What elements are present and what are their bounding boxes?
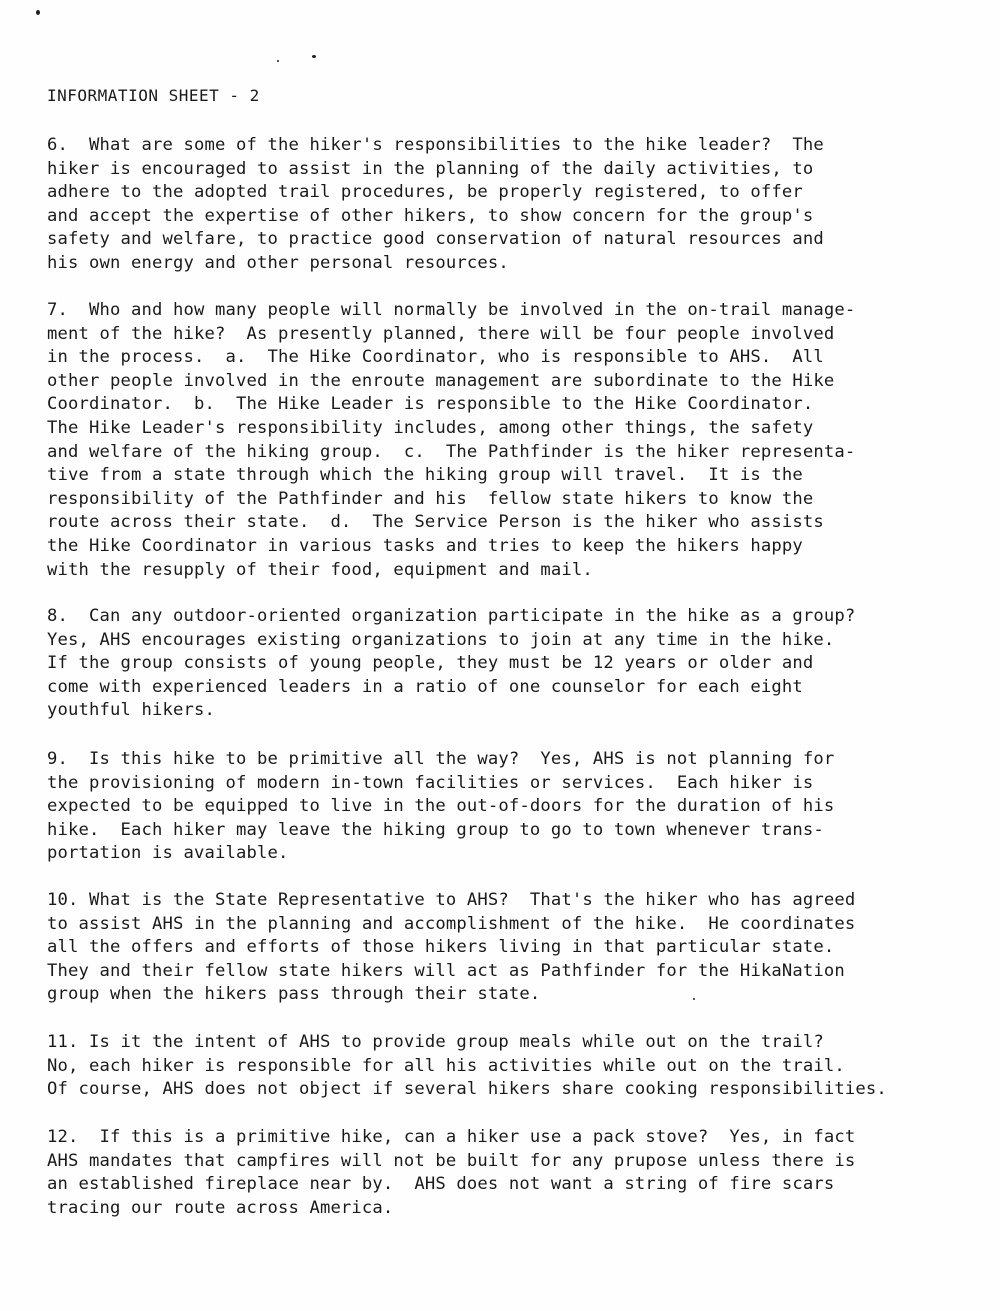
text-line: If the group consists of young people, they must be 12 years or older and [47, 653, 814, 674]
text-line: hike. Each hiker may leave the hiking group to go to town whenever trans- [47, 819, 824, 840]
paragraph-q7 [47, 299, 977, 582]
text-line: come with experienced leaders in a ratio of one counselor for each eight [47, 676, 803, 697]
text-line: in the process. a. The Hike Coordinator, who is responsible to AHS. All [47, 347, 824, 368]
text-line: route across their state. d. The Service Person is the hiker who assists [47, 512, 824, 533]
text-line: adhere to the adopted trail procedures, be properly registered, to offer [47, 182, 803, 203]
text-line: group when the hikers pass through their state. [47, 984, 541, 1005]
text-line: They and their fellow state hikers will act as Pathfinder for the HikaNation [47, 960, 845, 981]
text-line: portation is available. [47, 843, 289, 864]
paragraph-q10 [47, 889, 977, 1007]
sheet-header: INFORMATION SHEET - 2 [47, 86, 260, 105]
text-line: his own energy and other personal resources. [47, 252, 509, 273]
scan-speck [312, 55, 316, 58]
text-line: tive from a state through which the hiking group will travel. It is the [47, 465, 803, 486]
text-line: hiker is encouraged to assist in the planning of the daily activities, to [47, 158, 814, 179]
text-line: 12. If this is a primitive hike, can a hiker use a pack stove? Yes, in fact [47, 1127, 856, 1147]
text-line: ment of the hike? As presently planned, there will be four people involved [47, 323, 835, 344]
text-line: youthful hikers. [47, 700, 215, 721]
paragraph-q9 [47, 748, 977, 866]
text-line: The Hike Leader's responsibility includes, among other things, the safety [47, 417, 814, 438]
text-line: Coordinator. b. The Hike Leader is responsible to the Hike Coordinator. [47, 394, 814, 415]
text-line: Yes, AHS encourages existing organizations to join at any time in the hike. [47, 629, 835, 650]
text-line: tracing our route across America. [47, 1197, 394, 1218]
text-line: responsibility of the Pathfinder and his fellow state hikers to know the [47, 488, 814, 509]
text-line: 7. Who and how many people will normally be involved in the on-trail manage- [47, 300, 856, 320]
text-line: safety and welfare, to practice good conservation of natural resources and [47, 229, 824, 250]
text-line: No, each hiker is responsible for all his activities while out on the trail. [47, 1055, 845, 1076]
text-line: all the offers and efforts of those hikers living in that particular state. [47, 937, 835, 958]
text-line: 10. What is the State Representative to AHS? That's the hiker who has agreed [47, 890, 856, 910]
text-line: 11. Is it the intent of AHS to provide group meals while out on the trail? [47, 1032, 824, 1052]
paragraph-q8 [47, 605, 977, 723]
text-line: 6. What are some of the hiker's responsibilities to the hike leader? The [47, 135, 824, 155]
text-line: Of course, AHS does not object if several hikers share cooking responsibilities. [47, 1079, 887, 1100]
text-line: to assist AHS in the planning and accomplishment of the hike. He coordinates [47, 913, 856, 934]
text-line: 8. Can any outdoor-oriented organization participate in the hike as a group? [47, 606, 856, 626]
text-line: other people involved in the enroute management are subordinate to the Hike [47, 370, 835, 391]
text-line: and welfare of the hiking group. c. The Pathfinder is the hiker representa- [47, 441, 856, 462]
text-line: 9. Is this hike to be primitive all the way? Yes, AHS is not planning for [47, 749, 835, 769]
text-line: the Hike Coordinator in various tasks and tries to keep the hikers happy [47, 535, 803, 556]
text-line: AHS mandates that campfires will not be built for any prupose unless there is [47, 1150, 856, 1171]
text-line: an established fireplace near by. AHS does not want a string of fire scars [47, 1174, 835, 1195]
text-line: and accept the expertise of other hikers, to show concern for the group's [47, 205, 814, 226]
paragraph-q6 [47, 134, 977, 276]
scan-speck [36, 10, 40, 15]
paragraph-q11 [47, 1031, 977, 1102]
text-line: expected to be equipped to live in the out-of-doors for the duration of his [47, 796, 835, 817]
text-line: the provisioning of modern in-town facilities or services. Each hiker is [47, 772, 814, 793]
text-line: with the resupply of their food, equipment and mail. [47, 559, 593, 580]
paragraph-q12 [47, 1126, 977, 1220]
scan-speck [277, 60, 279, 62]
